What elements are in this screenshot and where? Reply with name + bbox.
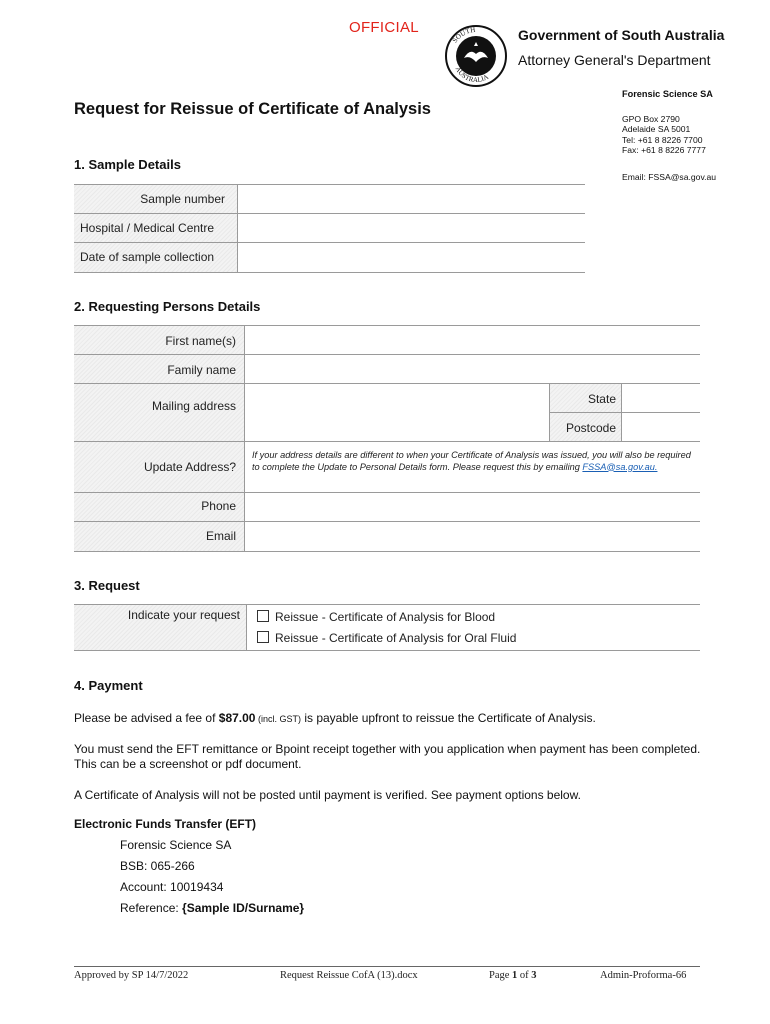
remittance-paragraph: You must send the EFT remittance or Bpoint receipt together with you application when payment has been completed. This can be a screenshot or pdf document.	[74, 742, 701, 771]
postcode-label: Postcode	[565, 421, 616, 435]
section-1-heading: 1. Sample Details	[74, 157, 181, 172]
eft-account: Account: 10019434	[120, 880, 224, 894]
eft-reference-value: {Sample ID/Surname}	[182, 901, 305, 915]
hospital-field[interactable]	[238, 214, 585, 242]
request-option-blood[interactable]	[257, 610, 495, 624]
phone-field[interactable]	[245, 493, 700, 521]
contact-block	[622, 89, 762, 183]
collection-date-field[interactable]	[238, 243, 585, 272]
eft-bsb: BSB: 065-266	[120, 859, 195, 873]
contact-fax: Fax: +61 8 8226 7777	[622, 145, 706, 156]
hospital-label: Hospital / Medical Centre	[80, 221, 215, 235]
postcode-field[interactable]	[622, 413, 700, 441]
contact-organisation: Forensic Science SA	[622, 89, 713, 99]
page-title: Request for Reissue of Certificate of Analysis	[74, 100, 431, 118]
section-2-heading: 2. Requesting Persons Details	[74, 299, 261, 314]
sa-government-crest-icon	[444, 24, 508, 88]
footer-approved: Approved by SP 14/7/2022	[74, 970, 189, 981]
contact-tel: Tel: +61 8 8226 7700	[622, 134, 703, 145]
fssa-email-link[interactable]: FSSA@sa.gov.au.	[582, 461, 658, 472]
eft-name: Forensic Science SA	[120, 838, 232, 852]
footer-page-mid: of	[517, 970, 532, 981]
fee-text-pre: Please be advised a fee of	[74, 711, 219, 725]
footer-page-pre: Page	[489, 970, 513, 981]
classification-label: OFFICIAL	[349, 19, 419, 36]
svg-text:SOUTH: SOUTH	[450, 25, 476, 45]
fee-text-post: is payable upfront to reissue the Certificate of Analysis.	[301, 711, 596, 725]
fee-paragraph	[74, 711, 714, 727]
footer-filename: Request Reissue CofA (13).docx	[280, 970, 418, 981]
mailing-address-label: Mailing address	[151, 399, 236, 413]
phone-label: Phone	[201, 499, 236, 513]
contact-email: Email: FSSA@sa.gov.au	[622, 171, 717, 182]
oral-fluid-checkbox[interactable]	[257, 631, 269, 643]
first-name-label: First name(s)	[165, 334, 236, 348]
state-label: State	[587, 392, 616, 406]
request-label: Indicate your request	[127, 608, 240, 622]
eft-heading: Electronic Funds Transfer (EFT)	[74, 817, 257, 831]
footer-page-number	[489, 970, 537, 981]
footer-page-total: 3	[531, 970, 537, 981]
section-3-heading: 3. Request	[74, 578, 140, 593]
first-name-field[interactable]	[245, 326, 700, 354]
blood-checkbox[interactable]	[257, 610, 269, 622]
email-field[interactable]	[245, 522, 700, 551]
contact-city: Adelaide SA 5001	[622, 124, 691, 135]
update-address-label: Update Address?	[143, 460, 236, 474]
contact-po-box: GPO Box 2790	[622, 113, 680, 124]
fee-amount: $87.00	[218, 711, 256, 725]
footer-page-current: 1	[512, 970, 518, 981]
state-field[interactable]	[622, 384, 700, 412]
sample-number-field[interactable]	[238, 185, 585, 213]
sample-number-label: Sample number	[140, 192, 225, 206]
svg-text:AUSTRALIA: AUSTRALIA	[453, 65, 490, 85]
verification-paragraph: A Certificate of Analysis will not be posted until payment is verified. See payment options below.	[74, 788, 581, 802]
request-option-oral-fluid[interactable]	[257, 631, 516, 645]
government-name: Government of South Australia	[518, 27, 725, 43]
update-address-hint	[252, 450, 692, 473]
department-name: Attorney General's Department	[518, 52, 711, 68]
oral-fluid-option-label: Reissue - Certificate of Analysis for Oral Fluid	[275, 631, 517, 645]
eft-reference-label: Reference:	[120, 901, 183, 915]
family-name-field[interactable]	[245, 355, 700, 383]
update-address-hint-text: If your address details are different to when your Certificate of Analysis was issued, you will also be required to complete the Update to Personal Details form. Please request this by emailing	[252, 450, 691, 472]
section-4-heading: 4. Payment	[74, 678, 143, 693]
footer-divider	[74, 966, 700, 967]
email-label: Email	[205, 529, 236, 543]
eft-reference	[120, 901, 304, 916]
family-name-label: Family name	[167, 363, 236, 377]
footer-form-id: Admin-Proforma-66	[600, 970, 687, 981]
mailing-address-field[interactable]	[245, 384, 549, 441]
collection-date-label: Date of sample collection	[80, 250, 215, 264]
blood-option-label: Reissue - Certificate of Analysis for Blood	[275, 610, 496, 624]
fee-gst: (incl. GST)	[255, 714, 301, 724]
